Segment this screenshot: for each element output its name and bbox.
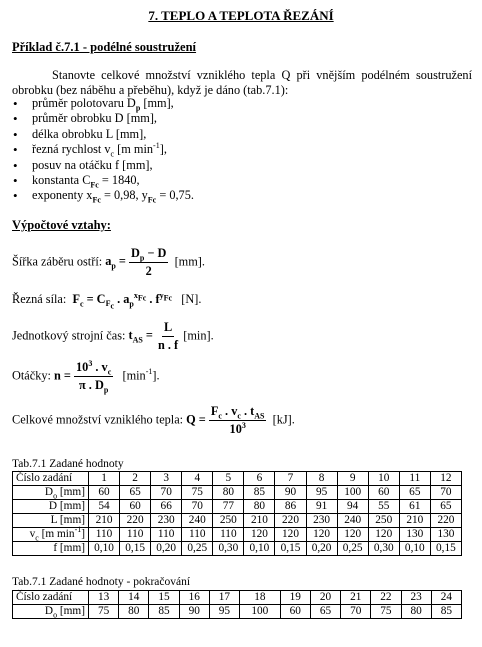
table-cell: 91: [306, 500, 337, 514]
table-cell: 110: [213, 528, 244, 542]
table-column-header: 8: [306, 472, 337, 486]
table-cell: 75: [89, 605, 119, 619]
table-cell: 120: [337, 528, 368, 542]
table-column-header: 20: [310, 591, 340, 605]
table-cell: 240: [182, 514, 213, 528]
table2-caption: Tab.7.1 Zadané hodnoty - pokračování: [12, 576, 191, 588]
formula-heat: Celkové množství vzniklého tepla: Q = $\frac{F_c . v_c . t_{AS}}{10^3}$ [kJ].: [12, 404, 295, 436]
table-header-row: [13, 472, 462, 486]
table-cell: 0,20: [151, 542, 182, 556]
table-cell: 130: [399, 528, 430, 542]
table-cell: 0,25: [337, 542, 368, 556]
formula-time: Jednotkový strojní čas: $t_{AS}$ = $\frac{L}{n . f}$ [min].: [12, 320, 214, 352]
table-column-header: 10: [368, 472, 399, 486]
table-cell: 110: [151, 528, 182, 542]
table-cell: 240: [337, 514, 368, 528]
table-cell: 80: [401, 605, 431, 619]
table-cell: 85: [244, 486, 275, 500]
table-cell: 250: [213, 514, 244, 528]
table-cell: 250: [368, 514, 399, 528]
table-column-header: 19: [280, 591, 310, 605]
table-column-header: 3: [151, 472, 182, 486]
table-header-row: [13, 591, 462, 605]
example-heading: Příklad č.7.1 - podélné soustružení: [12, 40, 197, 54]
table-cell: 60: [120, 500, 151, 514]
table-cell: 90: [275, 486, 306, 500]
table-cell: 0,20: [306, 542, 337, 556]
table-cell: 120: [306, 528, 337, 542]
table-cell: 220: [430, 514, 461, 528]
table-cell: 0,10: [399, 542, 430, 556]
table-column-header: 4: [182, 472, 213, 486]
table-column-header: 24: [431, 591, 461, 605]
table-cell: 70: [341, 605, 371, 619]
given-item: • délka obrobku L [mm],: [12, 127, 194, 142]
formula-force: Řezná síla: $F_c = C_{F_c}$ . $a_p^{x_{Fc}}$ . $f^{y_{Fc}}$ [N].: [12, 290, 202, 312]
table-cell: 61: [399, 500, 430, 514]
table-row: [13, 500, 462, 514]
table-row: [13, 528, 462, 542]
row-label: L [mm]: [13, 514, 89, 528]
table-cell: 65: [310, 605, 340, 619]
table-cell: 95: [209, 605, 239, 619]
table-cell: 110: [120, 528, 151, 542]
table-column-header: 23: [401, 591, 431, 605]
table-row: [13, 542, 462, 556]
table-cell: 66: [151, 500, 182, 514]
formula-rpm: Otáčky: n = $\frac{10^3 . v_c}{\pi . D_p}$ $[\min^{-1}]$.: [12, 358, 160, 395]
table-row: [13, 486, 462, 500]
table-column-header: 5: [213, 472, 244, 486]
table-cell: 120: [244, 528, 275, 542]
table-cell: 70: [182, 500, 213, 514]
table-cell: 220: [120, 514, 151, 528]
table-cell: 0,15: [120, 542, 151, 556]
table-cell: 120: [275, 528, 306, 542]
table-row: [13, 605, 462, 619]
table-column-header: 2: [120, 472, 151, 486]
intro-paragraph: Stanovte celkové množství vzniklého tepla Q při vnějším podélném soustružení obrobku (bez náběhu a přeběhu), když je dáno (tab.7.1):: [12, 68, 472, 97]
table-cell: 70: [151, 486, 182, 500]
given-item: • posuv na otáčku f [mm],: [12, 158, 194, 173]
relations-heading: Výpočtové vztahy:: [12, 218, 111, 232]
table-column-header: 15: [149, 591, 179, 605]
table-cell: 70: [430, 486, 461, 500]
row-label: $D_o$ [mm]: [13, 486, 89, 500]
table-cell: 210: [399, 514, 430, 528]
table-cell: 80: [213, 486, 244, 500]
table-cell: 95: [306, 486, 337, 500]
table-column-header: 18: [240, 591, 281, 605]
table-header-label: Číslo zadání: [13, 591, 89, 605]
row-label: $D_o$ [mm]: [13, 605, 89, 619]
data-table-1: [12, 471, 462, 556]
table-cell: 210: [89, 514, 120, 528]
table-column-header: 17: [209, 591, 239, 605]
table-column-header: 22: [371, 591, 401, 605]
table-cell: 0,15: [430, 542, 461, 556]
table-column-header: 12: [430, 472, 461, 486]
table-column-header: 14: [119, 591, 149, 605]
table-cell: 0,30: [213, 542, 244, 556]
table-cell: 0,10: [89, 542, 120, 556]
table-column-header: 7: [275, 472, 306, 486]
table-cell: 80: [244, 500, 275, 514]
table-cell: 100: [240, 605, 281, 619]
table-cell: 60: [89, 486, 120, 500]
given-item: • průměr obrobku D [mm],: [12, 111, 194, 126]
table-column-header: 9: [337, 472, 368, 486]
table-cell: 75: [182, 486, 213, 500]
table1-caption: Tab.7.1 Zadané hodnoty: [12, 458, 124, 470]
table-cell: 0,25: [182, 542, 213, 556]
table-cell: 0,30: [368, 542, 399, 556]
table-cell: 230: [151, 514, 182, 528]
table-cell: 65: [399, 486, 430, 500]
given-item: • konstanta $C_{Fc} = 1840$,: [12, 173, 194, 188]
formula-width: Šířka záběru ostří: $a_p$ = $\frac{D_p - D}{2}$ [mm].: [12, 246, 205, 278]
given-list: [12, 96, 194, 204]
table-column-header: 21: [341, 591, 371, 605]
table-cell: 85: [149, 605, 179, 619]
table-column-header: 11: [399, 472, 430, 486]
given-item: • průměr polotovaru $D_p$ [mm],: [12, 96, 194, 111]
table-cell: 100: [337, 486, 368, 500]
table-header-label: Číslo zadání: [13, 472, 89, 486]
table-cell: 75: [371, 605, 401, 619]
table-column-header: 13: [89, 591, 119, 605]
table-cell: 230: [306, 514, 337, 528]
given-item: • exponenty $x_{Fc} = 0,98$, $y_{Fc} = 0,75$.: [12, 188, 194, 203]
table-cell: 0,10: [244, 542, 275, 556]
table-cell: 0,15: [275, 542, 306, 556]
data-table-2: [12, 590, 462, 619]
table-column-header: 6: [244, 472, 275, 486]
table-cell: 110: [89, 528, 120, 542]
table-cell: 77: [213, 500, 244, 514]
given-item: • řezná rychlost $v_c$ [m $\min^{-1}$],: [12, 142, 194, 157]
table-cell: 110: [182, 528, 213, 542]
table-cell: 54: [89, 500, 120, 514]
table-cell: 220: [275, 514, 306, 528]
table-cell: 120: [368, 528, 399, 542]
row-label: D [mm]: [13, 500, 89, 514]
table-cell: 94: [337, 500, 368, 514]
table-cell: 85: [431, 605, 461, 619]
page-title: 7. TEPLO A TEPLOTA ŘEZÁNÍ: [148, 8, 334, 23]
table-cell: 90: [179, 605, 209, 619]
table-column-header: 16: [179, 591, 209, 605]
table-cell: 55: [368, 500, 399, 514]
row-label: f [mm]: [13, 542, 89, 556]
table-cell: 130: [430, 528, 461, 542]
table-cell: 65: [430, 500, 461, 514]
table-cell: 86: [275, 500, 306, 514]
table-column-header: 1: [89, 472, 120, 486]
row-label: $v_c$ [m $\min^{-1}$]: [13, 528, 89, 542]
table-cell: 80: [119, 605, 149, 619]
table-cell: 65: [120, 486, 151, 500]
table-cell: 60: [280, 605, 310, 619]
table-cell: 210: [244, 514, 275, 528]
table-cell: 60: [368, 486, 399, 500]
